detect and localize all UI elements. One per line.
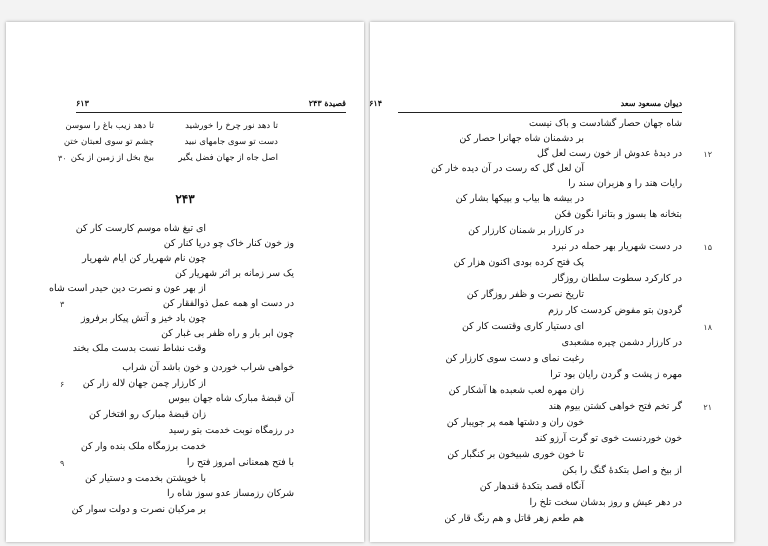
poem-number: ۲۴۳ <box>175 192 195 206</box>
poem-line: در بیشه ها بیاب و بپیکها بشار کن <box>455 193 584 204</box>
poem-line: وز خون کنار خاک چو دریا کنار کن <box>163 238 294 249</box>
prev-couplet-left: چشم تو سوی لعبتان ختن <box>63 137 154 147</box>
poem-line: آنگاه قصد بتکدهٔ قندهار کن <box>479 481 584 492</box>
poem-line: رایات هند را و هزبران سند را <box>568 178 682 189</box>
poem-line: از بیخ و اصل بتکدهٔ گنگ را بکن <box>562 465 682 476</box>
poem-line: ای دستیار کاری وقتست کار کن <box>462 321 584 332</box>
margin-number: ۱۲ <box>703 150 712 159</box>
poem-line: تاریخ نصرت و ظفر روزگار کن <box>466 289 584 300</box>
poem-line: خدمت برزمگاه ملک بنده وار کن <box>80 441 206 452</box>
margin-number: ۲۱ <box>703 403 712 412</box>
prev-couplet-left: بیخ بخل از زمین از یکن <box>70 153 154 163</box>
poem-line: گر تخم فتح خواهی کشتن بیوم هند <box>548 401 682 412</box>
page-number: ۶۱۴ <box>369 98 382 108</box>
poem-line: در رزمگاه نوبت خدمت بتو رسید <box>168 425 294 436</box>
poem-line: در دست او همه عمل ذوالفقار کن <box>162 298 294 309</box>
poem-line: بتخانه ها بسوز و بتانرا نگون فکن <box>554 209 682 220</box>
prev-couplet-right: تا دهد نور چرخ را خورشید <box>185 121 278 131</box>
section-title: قصيدة ۲۴۳ <box>308 98 346 108</box>
poem-line: آن لعل گل که رست در آن دیده خار کن <box>430 163 584 174</box>
poem-line: بر دشمنان شاه جهانرا حصار کن <box>459 133 584 144</box>
poem-line: خون ران و دشتها همه پر جویبار کن <box>446 417 584 428</box>
poem-line: گردون بتو مفوض کردست کار رزم <box>548 305 682 316</box>
poem-line: چون باد خیز و آتش پیکار برفروز <box>80 313 206 324</box>
prev-couplet-left: تا دهد زیب باغ را سوسن <box>65 121 154 131</box>
poem-line: زان قبضهٔ مبارک رو افتخار کن <box>88 409 206 420</box>
poem-line: بر مرکبان نصرت و دولت سوار کن <box>71 504 206 515</box>
prev-couplet-right: اصل جاه از جهان فضل یگیر <box>178 153 278 163</box>
poem-line: خواهی شراب خوردن و خون باشد آن شراب <box>122 362 294 373</box>
poem-line: ای تیغ شاه موسم کارست کار کن <box>75 223 206 234</box>
poem-line: خون خوردنست خوی تو گرت آرزو کند <box>534 433 682 444</box>
poem-line: در کارزار بر شمنان کارزار کن <box>468 225 584 236</box>
poem-line: هم طعم زهر قاتل و هم رنگ قار کن <box>444 513 584 524</box>
page-number: ۶۱۳ <box>76 98 89 108</box>
margin-number: ۳۰ <box>58 154 67 163</box>
poem-line: با خویشتن بخدمت و دستیار کن <box>85 473 206 484</box>
poem-line: با فتح همعنانی امروز فتح را <box>186 457 294 468</box>
book-title: دیوان مسعود سعد <box>620 98 682 108</box>
poem-line: از کارزار چمن جهان لاله زار کن <box>82 378 206 389</box>
poem-line: در کارزار دشمن چیره مشعبدی <box>561 337 682 348</box>
poem-line: رغبت نمای و دست سوی کارزار کن <box>445 353 584 364</box>
poem-line: آن قبضهٔ مبارک شاه جهان ببوس <box>168 393 294 404</box>
left-page-header <box>76 98 346 113</box>
poem-line: شرکان رزمساز عدو سوز شاه را <box>167 488 294 499</box>
margin-number: ۳ <box>60 300 65 309</box>
poem-line: در کارکرد سطوت سلطان روزگار <box>552 273 682 284</box>
poem-line: در دیدهٔ عدوش از خون رست لعل گل <box>537 148 682 159</box>
poem-line: در دست شهریار بهر حمله در نبرد <box>551 241 682 252</box>
margin-number: ۱۵ <box>703 243 712 252</box>
poem-line: وقت نشاط نست بدست ملک بخند <box>72 343 206 354</box>
right-page <box>370 22 734 542</box>
poem-line: شاه جهان حصار گشادست و باک نیست <box>529 118 682 129</box>
poem-line: پک فتح کرده بودی اکنون هزار کن <box>453 257 584 268</box>
poem-line: از بهر عون و نصرت دین حیدر است شاه <box>49 283 206 294</box>
prev-couplet-right: دست تو سوی جامهای نبید <box>184 137 278 147</box>
poem-line: تا خون خوری شبیخون بر کنگبار کن <box>447 449 584 460</box>
poem-line: چون نام شهریار کن ایام شهریار <box>82 253 206 264</box>
poem-line: مهره ز پشت و گردن رایان بود ترا <box>550 369 682 380</box>
left-page <box>6 22 364 542</box>
poem-line: یک سر زمانه بر اثر شهریار کن <box>174 268 294 279</box>
margin-number: ۹ <box>60 459 65 468</box>
margin-number: ۱۸ <box>703 323 712 332</box>
poem-line: چون ابر بار و راه ظفر بی غبار کن <box>161 328 294 339</box>
margin-number: ۶ <box>60 380 65 389</box>
poem-line: در دهر عیش و روز بدشان سخت تلخ را <box>529 497 682 508</box>
right-page-header <box>369 98 682 113</box>
poem-line: زان مهره لعب شعبده ها آشکار کن <box>448 385 584 396</box>
